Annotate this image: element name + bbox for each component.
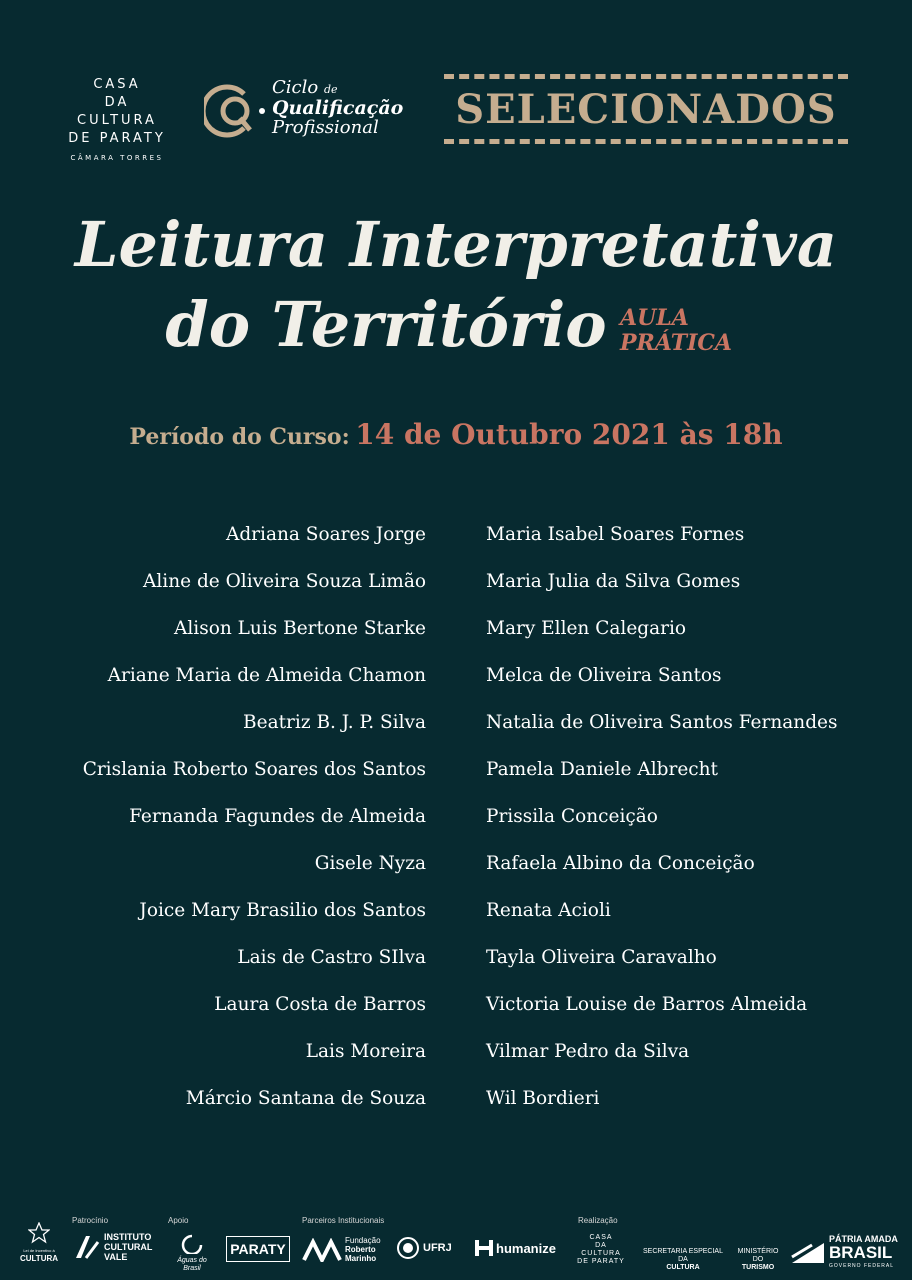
secretaria-cultura-logo	[638, 1248, 728, 1272]
selected-names-left	[83, 522, 426, 1133]
instituto-line: INSTITUTO	[104, 1232, 152, 1242]
aguas-text: Águas do Brasil	[177, 1257, 207, 1272]
ufrj-logo	[396, 1236, 452, 1260]
frm-icon	[302, 1238, 342, 1262]
selected-name: Márcio Santana de Souza	[185, 1088, 426, 1109]
governo-line: GOVERNO FEDERAL	[829, 1263, 895, 1269]
aguas-do-brasil-logo	[170, 1234, 214, 1273]
selected-name: Ariane Maria de Almeida Chamon	[107, 665, 426, 686]
selecionados-badge: SELECIONADOS	[444, 74, 848, 144]
selected-name: Tayla Oliveira Caravalho	[486, 947, 717, 968]
ufrj-text: UFRJ	[423, 1242, 452, 1254]
selected-name: Crislania Roberto Soares dos Santos	[82, 759, 426, 780]
course-period	[0, 418, 912, 451]
course-title-line1: Leitura Interpretativa	[74, 208, 838, 281]
selected-name: Pamela Daniele Albrecht	[486, 759, 718, 780]
tag-line1: AULA	[620, 305, 689, 331]
ministerio-turismo-logo	[732, 1248, 784, 1272]
realizacao-label: Realização	[578, 1216, 618, 1225]
qualificacao-label: Qualificação	[272, 97, 404, 119]
selected-name: Renata Acioli	[486, 900, 611, 921]
aula-pratica-tag	[620, 306, 732, 356]
casa-logo-line: CASA	[93, 77, 141, 92]
selected-name: Joice Mary Brasilio dos Santos	[139, 900, 426, 921]
lei-incentivo-logo	[16, 1222, 62, 1263]
fundacao-line: Marinho	[345, 1254, 377, 1263]
lei-text: Lei de Incentivo à	[23, 1248, 55, 1253]
selected-name: Natalia de Oliveira Santos Fernandes	[486, 712, 838, 733]
brasil-flag-icon	[790, 1239, 826, 1267]
period-value: 14 de Outubro 2021 às 18h	[355, 418, 783, 451]
casa-logo-line: DE PARATY	[68, 131, 166, 146]
fundacao-line: Fundação	[345, 1236, 381, 1245]
parceiros-label: Parceiros Institucionais	[302, 1216, 385, 1225]
secretaria-line: SECRETARIA ESPECIAL DA	[642, 1248, 723, 1263]
selected-name: Adriana Soares Jorge	[225, 524, 426, 545]
ministerio-line: MINISTÉRIO DO	[737, 1248, 779, 1263]
patrocinio-label: Patrocínio	[72, 1216, 109, 1225]
casa-small-line: DA CULTURA	[581, 1242, 621, 1257]
instituto-line: CULTURAL	[104, 1242, 153, 1252]
selected-name: Maria Isabel Soares Fornes	[486, 524, 745, 545]
course-title-line2: do Território	[165, 288, 607, 361]
period-label: Período do Curso:	[129, 424, 350, 450]
selected-name: Mary Ellen Calegario	[486, 618, 687, 639]
selected-name: Alison Luis Bertone Starke	[174, 618, 426, 639]
patria-line: PÁTRIA AMADA	[829, 1234, 898, 1244]
ciclo-label: Ciclo	[272, 77, 319, 98]
selected-name: Vilmar Pedro da Silva	[486, 1041, 690, 1062]
casa-small-line: CASA	[589, 1234, 613, 1241]
selected-name: Prissila Conceição	[486, 806, 658, 827]
selected-name: Laura Costa de Barros	[214, 994, 426, 1015]
instituto-vale-logo	[74, 1232, 158, 1262]
selected-name: Melca de Oliveira Santos	[486, 665, 722, 686]
sponsors-footer	[0, 1210, 912, 1280]
fundacao-roberto-marinho-logo	[302, 1236, 381, 1263]
wave-icon	[179, 1234, 205, 1254]
selected-name: Gisele Nyza	[314, 853, 426, 874]
brasil-line: BRASIL	[829, 1243, 893, 1262]
ciclo-de-label: de	[323, 83, 338, 96]
selected-name: Wil Bordieri	[486, 1088, 600, 1109]
selected-name: Aline de Oliveira Souza Limão	[143, 571, 426, 592]
star-icon	[28, 1222, 50, 1244]
casa-logo-line: CÂMARA TORRES	[70, 154, 164, 162]
selected-name: Lais Moreira	[305, 1041, 426, 1062]
casa-da-cultura-logo	[62, 76, 172, 167]
course-title	[0, 205, 912, 365]
cq-monogram-icon	[204, 78, 266, 144]
vale-icon	[74, 1234, 100, 1260]
ufrj-seal-icon	[396, 1236, 420, 1260]
apoio-label: Apoio	[168, 1216, 189, 1225]
ministerio-line: TURISMO	[741, 1264, 775, 1271]
ciclo-qualificacao-logo	[204, 78, 429, 148]
cultura-text: CULTURA	[19, 1254, 59, 1263]
selected-names-right	[486, 522, 838, 1133]
humanize-h-icon	[474, 1238, 494, 1258]
humanize-logo	[474, 1238, 556, 1258]
profissional-label: Profissional	[272, 117, 379, 138]
casa-cultura-small-logo	[576, 1234, 626, 1266]
selected-name: Victoria Louise de Barros Almeida	[486, 994, 808, 1015]
tag-line2: PRÁTICA	[620, 330, 732, 356]
humanize-text: humanize	[496, 1240, 556, 1256]
selected-name: Maria Julia da Silva Gomes	[486, 571, 741, 592]
selected-name: Rafaela Albino da Conceição	[486, 853, 755, 874]
secretaria-line: CULTURA	[666, 1264, 700, 1271]
patria-amada-brasil-logo	[790, 1234, 898, 1272]
casa-logo-line: DA CULTURA	[77, 95, 157, 128]
selected-name: Fernanda Fagundes de Almeida	[129, 806, 426, 827]
selected-name: Beatriz B. J. P. Silva	[243, 712, 426, 733]
instituto-line: VALE	[104, 1252, 128, 1262]
fundacao-line: Roberto	[345, 1245, 376, 1254]
casa-small-line: DE PARATY	[577, 1258, 625, 1265]
paraty-logo: PARATY	[226, 1236, 290, 1262]
selected-name: Lais de Castro SIlva	[237, 947, 426, 968]
